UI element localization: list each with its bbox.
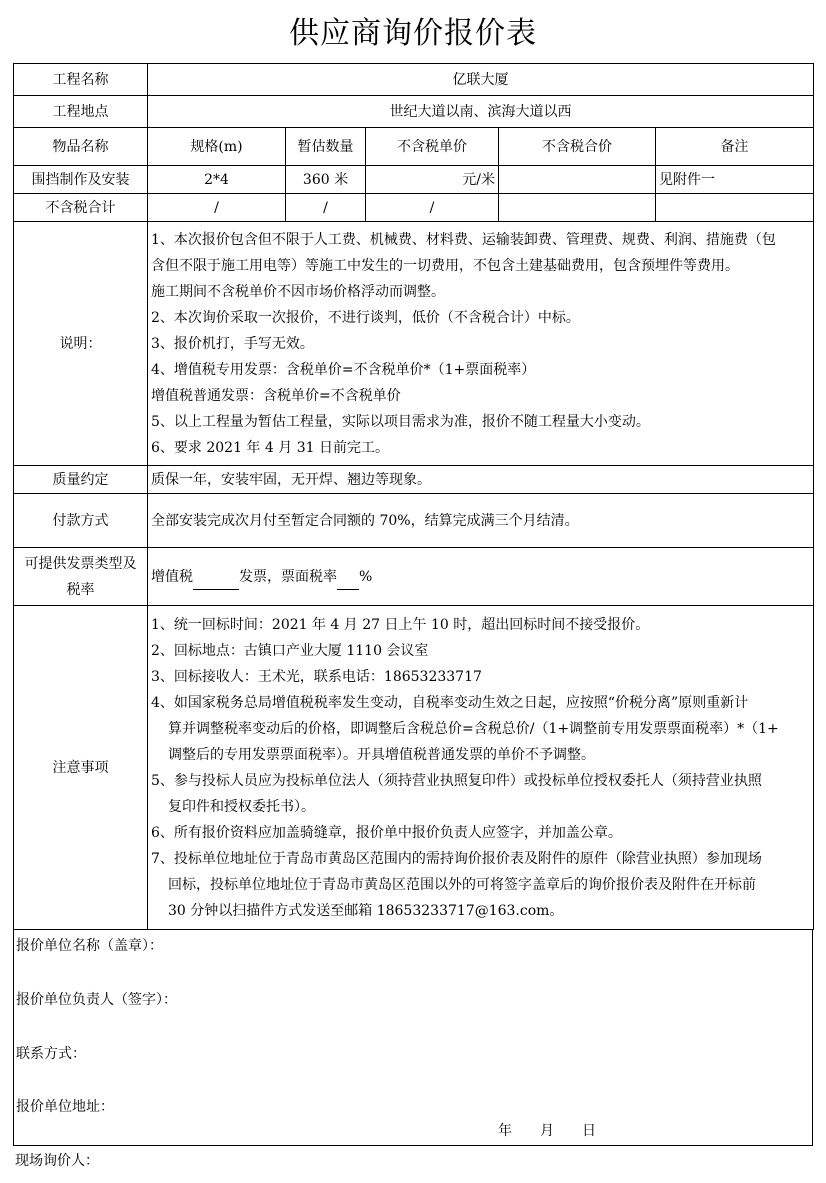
header-item: 物品名称 <box>14 128 148 166</box>
payment-value: 全部安装完成次月付至暂定合同额的 70%，结算完成满三个月结清。 <box>148 494 814 548</box>
sum-unit-price: / <box>366 194 499 222</box>
invoice-label-line1: 可提供发票类型及 <box>24 555 137 572</box>
attention-line: 调整后的专用发票票面税率）。开具增值税普通发票的单价不予调整。 <box>168 746 595 763</box>
date-field[interactable]: 年 月 日 <box>498 1123 596 1139</box>
attention-content <box>148 606 814 930</box>
payment-label: 付款方式 <box>14 494 148 548</box>
invoice-suffix: % <box>359 568 373 585</box>
contact-field[interactable]: 联系方式： <box>16 1046 86 1062</box>
note-line: 3、报价机打，手写无效。 <box>151 335 314 352</box>
invoice-label-line2: 税率 <box>66 581 95 598</box>
item-name: 围挡制作及安装 <box>14 166 148 194</box>
onsite-inquirer-field[interactable]: 现场询价人： <box>15 1153 99 1169</box>
invoice-label <box>14 548 148 606</box>
header-remark: 备注 <box>656 128 814 166</box>
quotation-table <box>13 63 814 930</box>
item-spec: 2*4 <box>148 166 286 194</box>
attention-line: 1、统一回标时间：2021 年 4 月 27 日上午 10 时，超出回标时间不接受报价。 <box>151 616 650 633</box>
note-line: 4、增值税专用发票：含税单价=不含税单价*（1+票面税率） <box>151 361 536 378</box>
note-line: 6、要求 2021 年 4 月 31 日前完工。 <box>151 439 389 456</box>
notes-content <box>148 222 814 466</box>
header-qty: 暂估数量 <box>286 128 366 166</box>
attention-line: 5、参与投标人员应为投标单位法人（须持营业执照复印件）或投标单位授权委托人（须持营业执照 <box>151 772 762 789</box>
sum-total[interactable] <box>499 194 656 222</box>
note-line: 含但不限于施工用电等）等施工中发生的一切费用，不包含土建基础费用，包含预埋件等费用。 <box>151 257 739 274</box>
item-qty: 360 米 <box>286 166 366 194</box>
signature-section <box>13 929 813 1146</box>
address-field[interactable]: 报价单位地址： <box>16 1099 114 1115</box>
tax-rate-blank[interactable] <box>337 571 359 590</box>
sum-spec: / <box>148 194 286 222</box>
project-name-value: 亿联大厦 <box>148 64 814 96</box>
attention-line: 30 分钟以扫描件方式发送至邮箱 18653233717@163.com。 <box>168 902 564 919</box>
header-spec: 规格(m) <box>148 128 286 166</box>
attention-line: 4、如国家税务总局增值税税率发生变动，自税率变动生效之日起，应按照“价税分离”原则重新计 <box>151 694 749 711</box>
attention-line: 3、回标接收人：王术光，联系电话：18653233717 <box>151 668 482 685</box>
notes-label: 说明： <box>14 222 148 466</box>
note-line: 增值税普通发票：含税单价=不含税单价 <box>151 387 401 404</box>
item-total[interactable] <box>499 166 656 194</box>
quality-label: 质量约定 <box>14 466 148 494</box>
page-title: 供应商询价报价表 <box>289 16 537 51</box>
invoice-prefix: 增值税 <box>151 568 193 585</box>
item-unit-price[interactable]: 元/米 <box>366 166 499 194</box>
attention-line: 2、回标地点：古镇口产业大厦 1110 会议室 <box>151 642 429 659</box>
attention-line: 7、投标单位地址位于青岛市黄岛区范围内的需持询价报价表及附件的原件（除营业执照）参加现场 <box>151 850 762 867</box>
attention-line: 算并调整税率变动后的价格，即调整后含税总价=含税总价/（1+调整前专用发票票面税率）*（1+ <box>168 720 779 737</box>
company-name-field[interactable]: 报价单位名称（盖章）： <box>16 938 163 954</box>
attention-line: 复印件和授权委托书）。 <box>168 798 315 815</box>
header-total: 不含税合价 <box>499 128 656 166</box>
item-remark: 见附件一 <box>656 166 814 194</box>
note-line: 1、本次报价包含但不限于人工费、机械费、材料费、运输装卸费、管理费、规费、利润、措施费（包 <box>151 231 776 248</box>
note-line: 5、以上工程量为暂估工程量，实际以项目需求为准，报价不随工程量大小变动。 <box>151 413 650 430</box>
sum-remark <box>656 194 814 222</box>
attention-label: 注意事项 <box>14 606 148 930</box>
responsible-person-field[interactable]: 报价单位负责人（签字）： <box>16 992 177 1008</box>
note-line: 2、本次询价采取一次报价，不进行谈判，低价（不含税合计）中标。 <box>151 309 580 326</box>
note-line: 施工期间不含税单价不因市场价格浮动而调整。 <box>151 283 445 300</box>
sum-qty: / <box>286 194 366 222</box>
attention-line: 回标，投标单位地址位于青岛市黄岛区范围以外的可将签字盖章后的询价报价表及附件在开标前 <box>168 876 756 893</box>
quality-value: 质保一年，安装牢固，无开焊、翘边等现象。 <box>148 466 814 494</box>
invoice-type-blank[interactable] <box>193 571 239 590</box>
invoice-middle: 发票，票面税率 <box>239 568 337 585</box>
project-location-label: 工程地点 <box>14 96 148 128</box>
sum-label: 不含税合计 <box>14 194 148 222</box>
project-location-value: 世纪大道以南、滨海大道以西 <box>148 96 814 128</box>
attention-line: 6、所有报价资料应加盖骑缝章，报价单中报价负责人应签字，并加盖公章。 <box>151 824 622 841</box>
invoice-value <box>148 548 814 606</box>
project-name-label: 工程名称 <box>14 64 148 96</box>
header-unit-price: 不含税单价 <box>366 128 499 166</box>
